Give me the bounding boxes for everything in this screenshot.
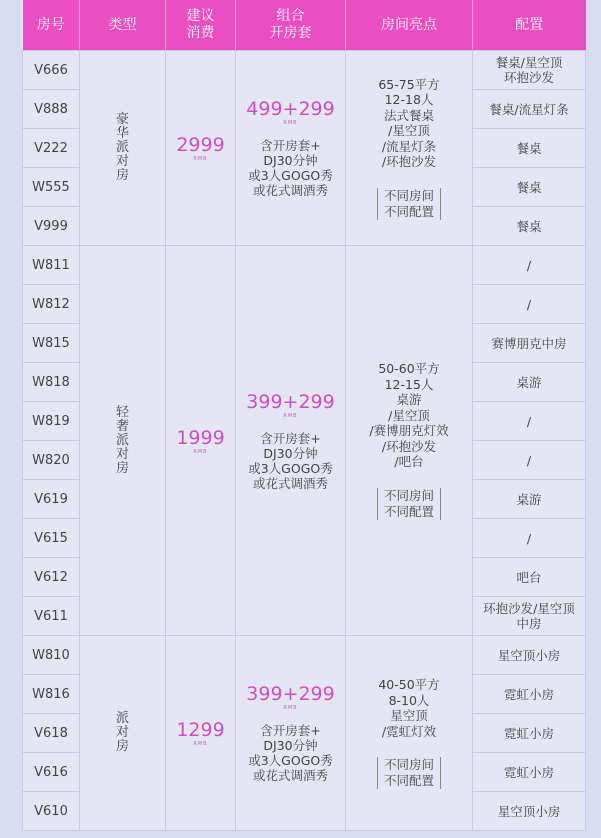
combo-currency: RMB xyxy=(283,120,298,126)
room-config: 桌游 xyxy=(473,363,586,402)
room-config: 星空顶小房 xyxy=(473,636,586,675)
config-note-line: 不同房间 xyxy=(383,757,434,772)
room-id: W816 xyxy=(23,675,80,714)
room-highlights xyxy=(346,51,473,246)
highlight-line: /环抱沙发 xyxy=(381,154,437,169)
header-combo-line1: 组合 xyxy=(276,8,305,24)
room-id: W815 xyxy=(23,324,80,363)
config-note-line: 不同配置 xyxy=(383,773,434,788)
room-config: 吧台 xyxy=(473,558,586,597)
combo-line: 含开房套+ xyxy=(260,138,321,153)
highlight-line: /吧台 xyxy=(394,454,424,470)
table-row xyxy=(23,636,586,675)
highlight-line: /星空顶 xyxy=(388,407,430,423)
header-price xyxy=(166,0,236,51)
room-config: 霓虹小房 xyxy=(473,675,586,714)
config-note-line: 不同房间 xyxy=(383,187,434,203)
room-config: 霓虹小房 xyxy=(473,714,586,753)
highlight-line: /赛博朋克灯效 xyxy=(369,423,449,439)
header-highlight: 房间亮点 xyxy=(346,0,473,51)
highlight-line: /霓虹灯效 xyxy=(381,723,437,739)
header-room: 房号 xyxy=(23,0,80,51)
room-config: 环抱沙发/星空顶 中房 xyxy=(473,597,586,636)
combo-price: 399+299 xyxy=(246,683,335,705)
room-id: W811 xyxy=(23,246,80,285)
config-note xyxy=(377,188,441,220)
room-type-label: 轻奢派对房 xyxy=(115,404,129,476)
combo-line: 或花式调酒秀 xyxy=(252,768,328,783)
highlight-line: 星空顶 xyxy=(390,708,428,723)
price-value: 1299 xyxy=(176,719,225,741)
highlight-line: 8-10人 xyxy=(388,692,430,708)
room-id: W555 xyxy=(23,168,80,207)
highlight-line: /流星灯条 xyxy=(381,138,437,154)
room-id: V619 xyxy=(23,480,80,519)
combo-price: 499+299 xyxy=(246,98,335,120)
combo-currency: RMB xyxy=(283,412,298,419)
price-currency: RMB xyxy=(193,448,208,455)
highlight-line: 12-15人 xyxy=(384,376,434,392)
table-row xyxy=(23,51,586,90)
room-id: V618 xyxy=(23,714,80,753)
room-config: / xyxy=(473,402,586,441)
room-id: V888 xyxy=(23,90,80,129)
room-highlights xyxy=(346,636,473,831)
room-id: V612 xyxy=(23,558,80,597)
combo-package xyxy=(236,636,346,831)
table-header-row xyxy=(23,0,586,51)
room-type xyxy=(80,246,166,636)
highlight-line: /环抱沙发 xyxy=(381,438,437,454)
room-type-label: 派对房 xyxy=(115,711,129,754)
header-config: 配置 xyxy=(473,0,586,51)
room-pricing-table xyxy=(22,0,586,831)
suggested-price xyxy=(166,51,236,246)
combo-line: 或花式调酒秀 xyxy=(252,183,328,198)
room-config: 餐桌 xyxy=(473,129,586,168)
combo-line: DJ30分钟 xyxy=(263,445,318,461)
suggested-price xyxy=(166,246,236,636)
room-id: V615 xyxy=(23,519,80,558)
room-config: 餐桌 xyxy=(473,168,586,207)
combo-line: DJ30分钟 xyxy=(263,738,318,753)
price-value: 2999 xyxy=(176,134,225,156)
room-config: / xyxy=(473,441,586,480)
room-id: V999 xyxy=(23,207,80,246)
room-type xyxy=(80,636,166,831)
price-currency: RMB xyxy=(193,741,208,747)
highlight-line: 65-75平方 xyxy=(378,76,440,92)
combo-package xyxy=(236,246,346,636)
room-config: 桌游 xyxy=(473,480,586,519)
combo-line: 含开房套+ xyxy=(260,430,321,446)
header-combo-line2: 开房套 xyxy=(269,25,312,41)
header-price-line1: 建议 xyxy=(186,8,215,24)
room-config: 餐桌/星空顶 环抱沙发 xyxy=(473,51,586,90)
room-config: 赛博朋克中房 xyxy=(473,324,586,363)
room-id: V666 xyxy=(23,51,80,90)
room-config: 餐桌/流星灯条 xyxy=(473,90,586,129)
combo-line: 或花式调酒秀 xyxy=(252,475,328,491)
combo-line: 或3人GOGO秀 xyxy=(248,168,333,183)
room-id: W812 xyxy=(23,285,80,324)
combo-line: 或3人GOGO秀 xyxy=(248,753,333,768)
room-config: / xyxy=(473,285,586,324)
combo-line: 或3人GOGO秀 xyxy=(248,460,333,476)
config-note-line: 不同配置 xyxy=(383,503,434,519)
price-currency: RMB xyxy=(193,156,208,162)
highlight-line: 50-60平方 xyxy=(378,361,440,377)
config-note-line: 不同房间 xyxy=(383,487,434,503)
highlight-line: 40-50平方 xyxy=(378,677,440,692)
suggested-price xyxy=(166,636,236,831)
header-combo xyxy=(236,0,346,51)
room-id: V610 xyxy=(23,792,80,831)
combo-currency: RMB xyxy=(283,705,298,711)
room-config: / xyxy=(473,246,586,285)
config-note xyxy=(377,488,441,520)
combo-line: DJ30分钟 xyxy=(263,153,318,168)
room-config: / xyxy=(473,519,586,558)
combo-package xyxy=(236,51,346,246)
room-type xyxy=(80,51,166,246)
config-note-line: 不同配置 xyxy=(383,203,434,219)
header-price-line2: 消费 xyxy=(186,25,215,41)
room-config: 星空顶小房 xyxy=(473,792,586,831)
highlight-line: 桌游 xyxy=(396,392,422,408)
room-id: W819 xyxy=(23,402,80,441)
highlight-line: 12-18人 xyxy=(384,92,434,107)
room-id: W820 xyxy=(23,441,80,480)
combo-price: 399+299 xyxy=(246,390,335,413)
header-type: 类型 xyxy=(80,0,166,51)
room-id: V616 xyxy=(23,753,80,792)
room-config: 霓虹小房 xyxy=(473,753,586,792)
table-row xyxy=(23,246,586,285)
combo-line: 含开房套+ xyxy=(260,723,321,738)
highlight-line: 法式餐桌 xyxy=(383,107,434,123)
price-value: 1999 xyxy=(176,426,225,449)
room-id: V222 xyxy=(23,129,80,168)
room-config: 餐桌 xyxy=(473,207,586,246)
highlight-line: /星空顶 xyxy=(388,123,430,138)
room-id: W818 xyxy=(23,363,80,402)
room-highlights xyxy=(346,246,473,636)
room-type-label: 豪华派对房 xyxy=(115,112,129,183)
table-body xyxy=(23,51,586,831)
room-id: W810 xyxy=(23,636,80,675)
room-id: V611 xyxy=(23,597,80,636)
config-note xyxy=(377,757,441,789)
